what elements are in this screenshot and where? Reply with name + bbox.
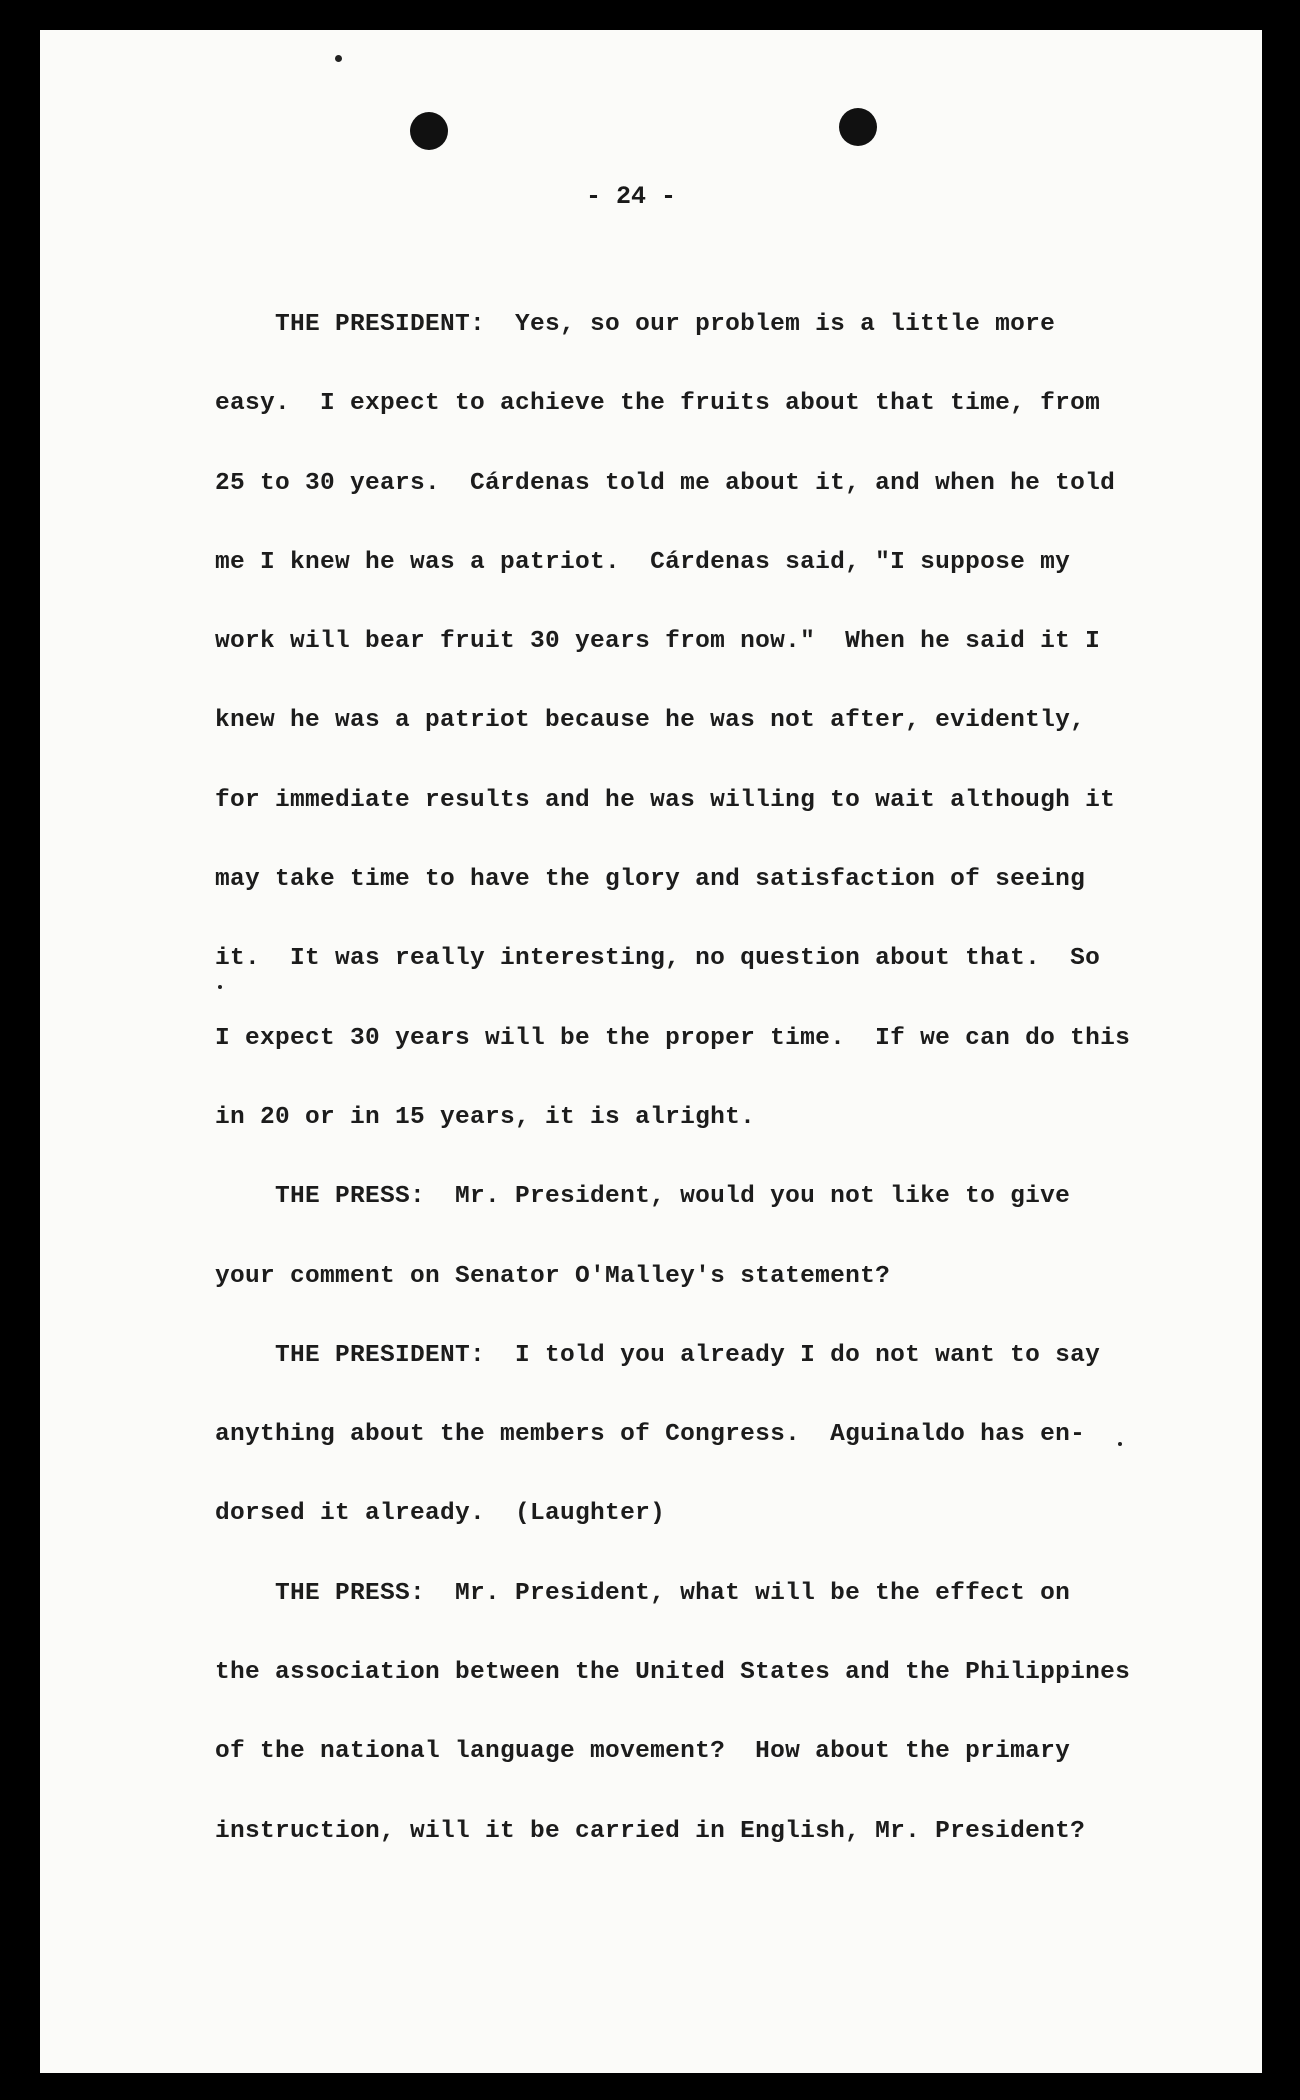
ink-speck (335, 55, 342, 62)
text-line: in 20 or in 15 years, it is alright. (215, 1103, 756, 1131)
text-line: may take time to have the glory and satisfaction of seeing (215, 866, 1086, 894)
text-line: me I knew he was a patriot. Cárdenas said, "I suppose my (215, 548, 1071, 576)
text-line: I expect 30 years will be the proper time. If we can do this (215, 1024, 1131, 1052)
text-line: 25 to 30 years. Cárdenas told me about it, and when he told (215, 469, 1116, 497)
punch-hole-right (839, 108, 877, 146)
text-line: work will bear fruit 30 years from now." When he said it I (215, 628, 1101, 656)
text-line: THE PRESS: Mr. President, what will be the effect on (215, 1579, 1071, 1607)
text-line: of the national language movement? How about the primary (215, 1738, 1071, 1766)
text-line: easy. I expect to achieve the fruits about that time, from (215, 390, 1101, 418)
text-line: your comment on Senator O'Malley's statement? (215, 1262, 891, 1290)
text-line: THE PRESS: Mr. President, would you not like to give (215, 1183, 1071, 1211)
page-number: - 24 - (585, 182, 676, 211)
text-line: it. It was really interesting, no question about that. So (215, 945, 1101, 973)
text-line: anything about the members of Congress. Aguinaldo has en- (215, 1421, 1086, 1449)
text-line: instruction, will it be carried in English, Mr. President? (215, 1817, 1086, 1845)
text-line: THE PRESIDENT: Yes, so our problem is a little more (215, 311, 1056, 338)
document-page (40, 30, 1262, 2073)
transcript-body (215, 285, 1225, 1871)
text-line: THE PRESIDENT: I told you already I do not want to say (215, 1341, 1101, 1369)
text-line: dorsed it already. (Laughter) (215, 1500, 666, 1528)
text-line: knew he was a patriot because he was not after, evidently, (215, 707, 1086, 735)
text-line: the association between the United States and the Philippines (215, 1659, 1131, 1687)
text-line: for immediate results and he was willing to wait although it (215, 786, 1116, 814)
punch-hole-left (410, 112, 448, 150)
